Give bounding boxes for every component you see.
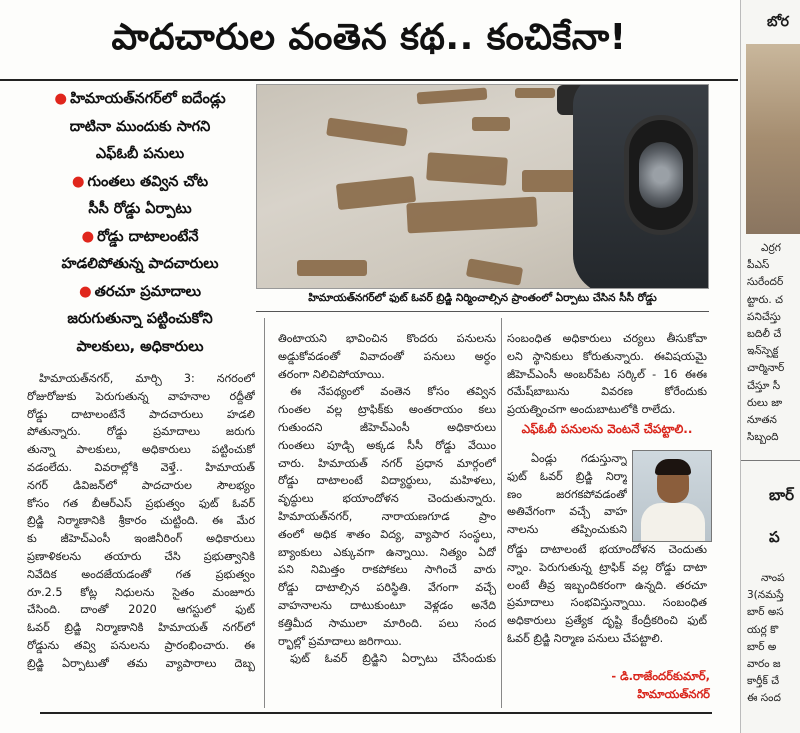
- text-line: వృద్ధులు భయాందోళన చెందుతున్నారు.: [278, 492, 496, 506]
- bullet-icon: ●: [54, 91, 68, 107]
- text-line: ఓవర్ బ్రిడ్జి నిర్మాణానికి హిమాయత్ నగర్‌లో: [27, 621, 255, 635]
- text-line: వడంలేదు. వివరాల్లోకి వెళ్తే.. హిమాయత్: [27, 460, 255, 474]
- car-tyre: [624, 115, 698, 235]
- article-column-2: [278, 330, 496, 668]
- text-line: జీహెచ్ఎంసీ అంబర్‌పేట సర్కిల్ - 16 ఈఈ: [507, 367, 707, 381]
- text-line: కు జీహెచ్ఎంసీ ఇంజినీరింగ్ అధికారులు: [27, 532, 255, 546]
- text-line: పని నిమిత్తం రాకపోకలు సాగించే వారు: [278, 563, 496, 577]
- column-separator: [501, 318, 502, 708]
- burlap-patch: [297, 260, 367, 276]
- caption-rule: [256, 311, 709, 312]
- highlight-line: ● హిమాయత్‌నగర్‌లో ఐదేండ్లు: [54, 91, 226, 107]
- text-line: రోజురోజుకు పెరుగుతున్న వాహనాల రద్దీతో: [27, 389, 255, 403]
- adjacent-rule: [741, 460, 800, 461]
- text-line: అతివేగంగా వచ్చే వాహ: [507, 505, 627, 519]
- photo-caption: హిమాయత్‌నగర్‌లో ఫుట్ ఓవర్ బ్రిడ్జి నిర్మించాల్సిన ప్రాంతంలో ఏర్పాటు చేసిన సీసీ రోడ్డు: [308, 292, 657, 304]
- highlight-line: పాలకులు, అధికారులు: [76, 338, 204, 355]
- adjacent-headline: బోర: [767, 14, 789, 30]
- adjacent-headline-2: బార్: [769, 486, 794, 504]
- text-line: బ్రిడ్జి నిర్మాణానికి శ్రీకారం చుట్టింది. ఈ మేర: [27, 514, 255, 528]
- adjacent-photo: [746, 44, 800, 234]
- text-line: బ్యాంకులు ఎక్కువగా ఉన్నాయి. నిత్యం ఏదో: [278, 545, 496, 559]
- burlap-patch: [515, 88, 555, 98]
- text-line: చేసింది. దాంతో 2020 ఆగస్టులో ఫుట్: [27, 603, 255, 617]
- burlap-patch: [417, 88, 488, 105]
- road-photo: [256, 84, 709, 289]
- text-line: కత్తిమీద సాములా మారింది. పలు సంద: [278, 616, 496, 630]
- bottom-rule: [40, 712, 712, 714]
- burlap-patch: [406, 197, 537, 234]
- highlight-line: ● రోడ్డు దాటాలంటేనే: [81, 228, 199, 245]
- text-line: రూ.2.5 కోట్ల నిధులను సైతం మంజూరు: [27, 585, 255, 599]
- car-rim: [639, 142, 683, 208]
- highlight-line: ● తరచూ ప్రమాదాలు: [79, 283, 201, 300]
- article-column-1: [27, 370, 255, 673]
- text-line: హిమాయత్‌నగర్, నారాయణగూడ ప్రాం: [278, 509, 496, 523]
- text-line: రోడ్డు దాటాల్సిన పరిస్థితి. వేగంగా వచ్చే: [278, 581, 496, 595]
- subheading: ఎఫ్‌ఓబీ పనులను వెంటనే చేపట్టాలి..: [521, 422, 693, 436]
- adjacent-headline-2b: ప: [769, 528, 780, 546]
- text-line: తంలో అధిక శాతం విద్య, వ్యాపార సంస్థలు,: [278, 527, 496, 541]
- headline-rule: [0, 79, 738, 81]
- text-line: గుంతల వల్ల ట్రాఫిక్‌కు అంతరాయం కలు: [278, 403, 496, 417]
- text-line: ఓవర్ బ్రిడ్జి నిర్మాణ పనులు చేపట్టాలి.: [507, 631, 664, 645]
- text-line: ప్రయత్నించగా అందుబాటులోకి రాలేదు.: [507, 403, 676, 417]
- text-line: రమేష్‌బాబును వివరణ కోరేందుకు: [507, 385, 707, 399]
- text-line: వాహనాలను దాటుకుంటూ వెళ్లడం అనేది: [278, 598, 496, 612]
- text-line: నగర్ డివిజన్‌లో పాదచారుల సౌలభ్యం: [27, 478, 255, 492]
- text-line: ఫుట్ ఓవర్ బ్రిడ్జి నిర్మా: [507, 469, 627, 483]
- text-line: నాలను తప్పించుకుని: [507, 523, 627, 537]
- burlap-patch: [472, 117, 510, 131]
- text-line: గుతుందని జీహెచ్ఎంసీ అధికారులు: [278, 420, 496, 434]
- text-line: న్నాం. పెరుగుతున్న ట్రాఫిక్ వల్ల రోడ్డు దాటా: [507, 560, 707, 574]
- text-line: బ్రిడ్జి ఏర్పాటుతో తమ వ్యాపారాలు దెబ్బ: [27, 656, 255, 670]
- text-line: ఏండ్లు గడుస్తున్నా: [531, 452, 627, 465]
- text-line: నివేదిక అందజేయడంతో గత ప్రభుత్వం: [27, 567, 255, 581]
- portrait-photo: [632, 450, 712, 542]
- highlights-box: [24, 86, 256, 361]
- headline: పాదచారుల వంతెన కథ.. కంచికేనా!: [111, 17, 627, 58]
- adjacent-article-column: [740, 0, 800, 733]
- text-line: అధికారులు ప్రత్యేక దృష్టి కేంద్రీకరించి ఫుట్: [507, 614, 707, 628]
- article-column-3-bottom: [507, 541, 707, 648]
- text-line: సంబంధిత అధికారులు చర్యలు తీసుకోవా: [507, 332, 707, 345]
- text-line: గుంతలు పూడ్చి అక్కడ సీసీ రోడ్డు వేయిం: [278, 438, 496, 452]
- highlight-line: హడలిపోతున్న పాదచారులు: [61, 256, 219, 272]
- article-column-3: [507, 330, 707, 419]
- portrait-shirt: [641, 503, 705, 542]
- burlap-patch: [326, 118, 408, 147]
- byline-name: - డి.రాజేందర్‌కుమార్,: [611, 669, 710, 683]
- text-line: రోడ్డు దాటాలంటేనే పాదచారులు హడలి: [27, 407, 255, 421]
- text-line: ఈ నేపథ్యంలో వంతెన కోసం తవ్విన: [290, 385, 496, 399]
- text-line: చారు. హిమాయత్ నగర్ ప్రధాన మార్గంలో: [278, 456, 496, 470]
- portrait-hair: [655, 459, 691, 475]
- highlight-line: ● గుంతలు తవ్విన చోట: [71, 173, 209, 190]
- text-line: తింటాయని భావించిన కొందరు పనులను: [278, 332, 496, 345]
- byline: [560, 667, 710, 703]
- text-line: రోడ్డును తవ్వి పనులను ప్రారంభించారు. ఈ: [27, 638, 255, 652]
- text-line: లని స్థానికులు కోరుతున్నారు. ఈవిషయమై: [507, 349, 707, 363]
- text-line: తరంగా నిలిచిపోయాయి.: [278, 367, 385, 381]
- text-line: ప్రణాళికలను తయారు చేసి ప్రభుత్వానికి: [27, 549, 255, 563]
- highlight-line: జరుగుతున్నా పట్టించుకోని: [67, 311, 213, 327]
- text-line: రోడ్డు దాటాలంటే భయాందోళన చెందుతు: [507, 543, 707, 556]
- burlap-patch: [426, 152, 508, 186]
- column-separator: [264, 318, 265, 708]
- byline-place: హిమాయత్‌నగర్: [637, 687, 710, 701]
- text-line: రోడ్డు దాటాలంటే విద్యార్థులు, మహిళలు,: [278, 474, 496, 488]
- adjacent-text-2: నాంప 3(నమస్తే బార్ అస యర్ల కొ బార్ అ వారం జ కార్తీక్ చే ఈ సంద: [747, 572, 785, 705]
- adjacent-text: ఎర్రగ పీఎస్ సురేందర్ ట్టారు. చ పనిచేస్తు బదిలీ చే ఇన్‌స్పెక్ట చార్మినార్ చేస్తూ సీ రులు జా నూతన సిబ్బంది: [747, 242, 785, 444]
- bullet-icon: ●: [79, 283, 92, 300]
- text-line: అడ్డుకోవడంతో వివాదంతో పనులు అర్ధం: [278, 349, 496, 363]
- article-column-3-narrow: [507, 450, 627, 539]
- text-line: హిమాయత్‌నగర్, మార్చి 3: నగరంలో: [39, 372, 255, 385]
- burlap-patch: [336, 176, 416, 210]
- burlap-patch: [466, 258, 523, 285]
- highlight-line: ఎఫ్‌ఓబీ పనులు: [95, 146, 185, 162]
- text-line: పోతున్నారు. రోడ్డు ప్రమాదాలు జరుగు: [27, 425, 255, 439]
- car: [573, 84, 709, 289]
- text-line: ఫుట్ ఓవర్ బ్రిడ్జిని ఏర్పాటు చేసేందుకు: [290, 652, 496, 666]
- bullet-icon: ●: [71, 173, 85, 190]
- text-line: ప్రమాదాలు సంభవిస్తున్నాయి. సంబంధిత: [507, 596, 707, 610]
- highlight-line: సీసీ రోడ్డు ఏర్పాటు: [88, 201, 192, 217]
- bullet-icon: ●: [81, 228, 95, 245]
- highlight-line: దాటినా ముందుకు సాగని: [69, 118, 211, 135]
- text-line: లంటే తీవ్ర ఇబ్బందికరంగా ఉన్నది. తరచూ: [507, 578, 707, 592]
- text-line: ణం జరగకపోవడంతో: [507, 487, 627, 501]
- text-line: కోసం గత బీఆర్ఎస్ ప్రభుత్వం ఫుట్ ఓవర్: [27, 496, 255, 510]
- text-line: ర్భాల్లో ప్రమాదాలు జరిగాయి.: [278, 634, 402, 648]
- text-line: తున్నా పాలకులు, అధికారులు పట్టించుకో: [27, 443, 255, 457]
